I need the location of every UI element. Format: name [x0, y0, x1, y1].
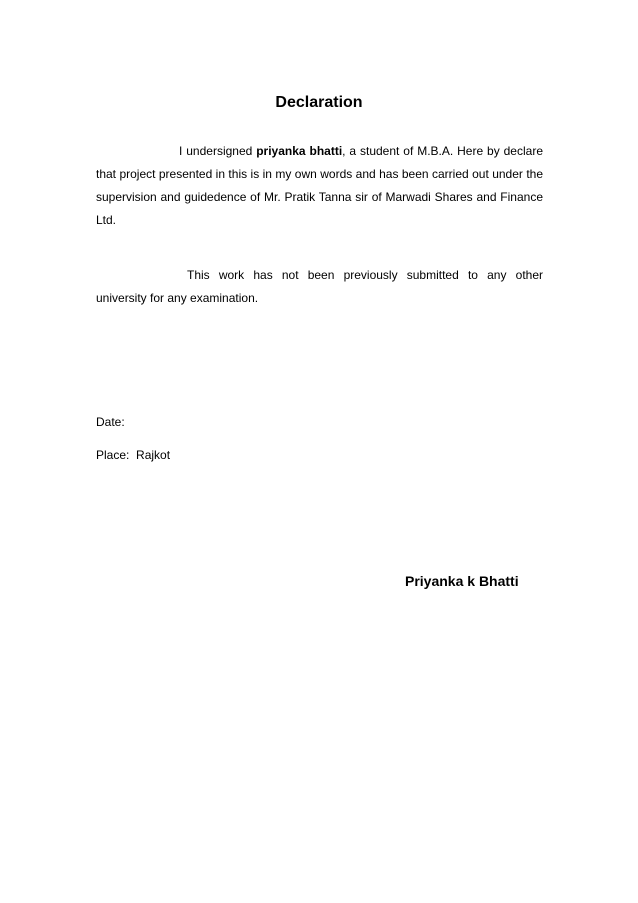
submission-paragraph: [96, 264, 543, 310]
date-line: [96, 412, 125, 432]
place-label: Place:: [96, 448, 130, 462]
submission-text: This work has not been previously submitted to any other university for any examination.: [96, 268, 543, 305]
declaration-paragraph: [96, 140, 543, 232]
date-label: Date:: [96, 415, 125, 429]
place-value: Rajkot: [136, 448, 171, 462]
declaration-text-rest: , a student of M.B.A. Here by declare that project presented in this is in my own words and has been carried out under the supervision and guidedence of Mr. Pratik Tanna sir of Marwadi Shares and Finance Ltd.: [96, 144, 543, 227]
student-name: priyanka bhatti: [256, 144, 343, 158]
place-line: [96, 445, 170, 465]
declaration-text-start: I undersigned: [179, 144, 257, 158]
signature-name: Priyanka k Bhatti: [405, 573, 519, 589]
page-title: Declaration: [275, 94, 363, 111]
